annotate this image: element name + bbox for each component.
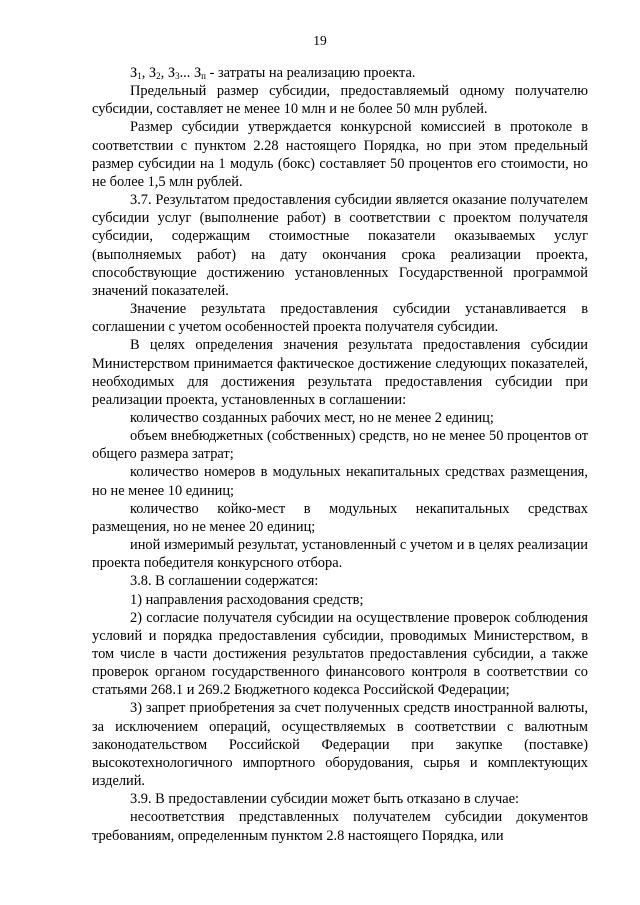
formula-subscript: 2: [156, 71, 161, 81]
formula-symbol: З: [167, 65, 176, 81]
paragraph-3-7: 3.7. Результатом предоставления субсидии является оказание получателем субсидии услуг (выполнение работ) в соответствии с проектом получателя субсидии, содержащим стоимостные показатели оказываемых услуг (выполняемых работ) на дату окончания срока реализации проекта, способствующие достижению установленных Государственной программой значений показателей.: [92, 192, 588, 299]
list-item: количество номеров в модульных некапитальных средствах размещения, но не менее 10 единиц;: [92, 464, 588, 499]
document-body: [92, 64, 588, 845]
paragraph-3-9: 3.9. В предоставлении субсидии может быть отказано в случае:: [130, 791, 519, 808]
list-item: 3) запрет приобретения за счет полученных средств иностранной валюты, за исключением операций, осуществляемых в соответствии с валютным законодательством Российской Федерации при закупке (поставке) высокотехнологичного импортного оборудования, сырья и комплектующих изделий.: [92, 700, 588, 790]
formula-line: [92, 64, 588, 82]
page-number: 19: [313, 33, 327, 48]
formula-symbol: З: [193, 65, 202, 81]
formula-symbol: З: [130, 65, 138, 81]
paragraph-max-subsidy: Предельный размер субсидии, предоставляемый одному получателю субсидии, составляет не менее 10 млн и не более 50 млн рублей.: [92, 83, 588, 118]
list-item: несоответствия представленных получателем субсидии документов требованиям, определенным пунктом 2.8 настоящего Порядка, или: [92, 809, 588, 844]
list-item: количество койко-мест в модульных некапитальных средствах размещения, но не менее 20 единиц;: [92, 500, 588, 535]
formula-subscript: 1: [137, 71, 142, 81]
formula-separator: ...: [179, 65, 194, 81]
formula-subscript: 3: [175, 71, 180, 81]
formula-subscript: п: [201, 71, 206, 81]
paragraph-result-value: Значение результата предоставления субсидии устанавливается в соглашении с учетом особенностей проекта получателя субсидии.: [92, 301, 588, 336]
list-item: 2) согласие получателя субсидии на осуществление проверок соблюдения условий и порядка предоставления субсидии, проводимых Министерством, в том числе в части достижения результатов предоставления субсидии, а также проверок органом государственного финансового контроля в соответствии со статьями 268.1 и 269.2 Бюджетного кодекса Российской Федерации;: [92, 609, 588, 699]
list-item: иной измеримый результат, установленный с учетом и в целях реализации проекта победителя конкурсного отбора.: [92, 537, 588, 572]
list-item: 1) направления расходования средств;: [130, 591, 364, 608]
paragraph-subsidy-approval: Размер субсидии утверждается конкурсной комиссией в протоколе в соответствии с пунктом 2.28 настоящего Порядка, но при этом предельный размер субсидии на 1 модуль (бокс) составляет 50 процентов его стоимости, но не более 1,5 млн рублей.: [92, 119, 588, 190]
list-item: объем внебюджетных (собственных) средств, но не менее 50 процентов от общего размера затрат;: [92, 428, 588, 463]
paragraph-indicators-intro: В целях определения значения результата предоставления субсидии Министерством принимается фактическое достижение следующих показателей, необходимых для достижения результата предоставления субсидии при реализации проекта, установленных в соглашении:: [92, 337, 588, 408]
formula-separator: ,: [160, 65, 168, 81]
formula-description: - затраты на реализацию проекта.: [206, 65, 416, 81]
formula-symbol: З: [148, 65, 157, 81]
list-item: количество созданных рабочих мест, но не менее 2 единиц;: [130, 409, 494, 426]
formula-separator: ,: [141, 65, 149, 81]
paragraph-3-8: 3.8. В соглашении содержатся:: [130, 573, 319, 590]
